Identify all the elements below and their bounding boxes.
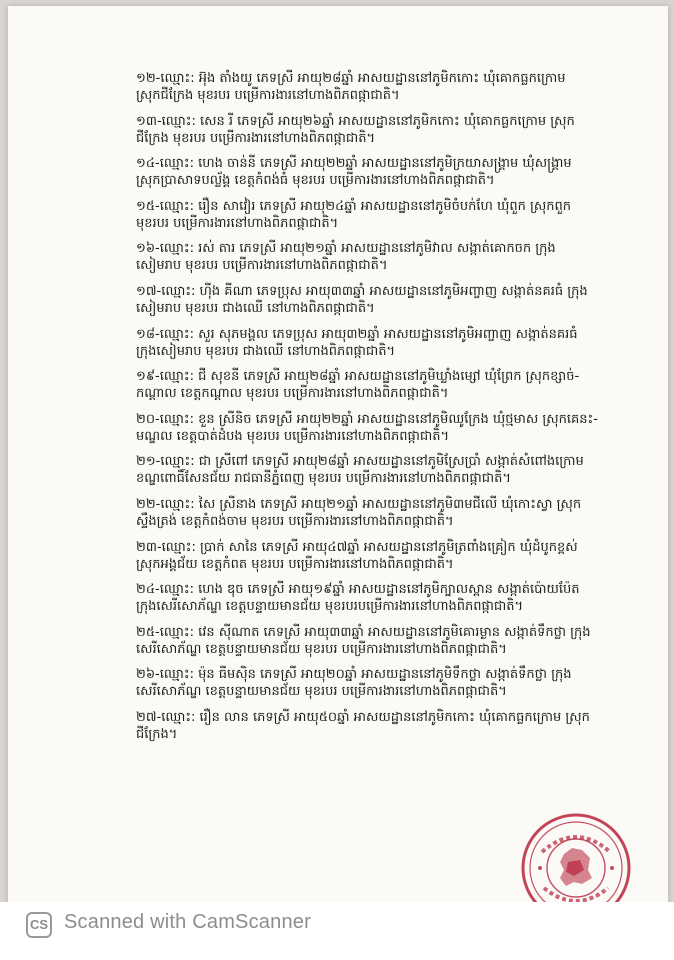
entry-line1: ឈ្មោះ: ជី សុខនី ភេទស្រី អាយុ២៨ឆ្នាំ អាសយដ្ឋាននៅភូមិឃ្លាំងម្សៅ ឃុំព្រែក ស្រុកខ្សាច់- — [159, 369, 580, 385]
entry-line1: ឈ្មោះ: ម៉ុន ធីមស៊ិន ភេទស្រី អាយុ២០ឆ្នាំ អាសយដ្ឋាននៅភូមិទឹកថ្លា សង្កាត់ទឹកថ្លា ក្រុង — [159, 667, 572, 683]
entry-number: ១៧- — [136, 283, 162, 299]
entry-number: ២២- — [136, 496, 161, 512]
list-item — [136, 709, 636, 743]
entry-number: ២៦- — [136, 667, 160, 683]
entry-line1: ឈ្មោះ: ប្រាក់ សានៃ ភេទស្រី អាយុ៤៧ឆ្នាំ អាសយដ្ឋាននៅភូមិត្រពាំងគ្រៀក ឃុំដំបូកខ្ពស់ — [161, 539, 578, 555]
list-item — [136, 539, 636, 573]
entry-number: ១៥- — [136, 198, 160, 214]
entry-number: ២៤- — [136, 582, 160, 598]
entry-line2: ជីក្រែង។ — [136, 726, 178, 742]
entry-list — [136, 70, 636, 752]
entry-line1: ឈ្មោះ: សួរ សុភមង្គល ភេទប្រុស អាយុ៣២ឆ្នាំ អាសយដ្ឋាននៅភូមិអញ្ចាញ សង្កាត់នគរធំ — [159, 326, 578, 342]
entry-line2: ស្រុកប្រាសាទបល្ល័ង្គ ខេត្តកំពង់ធំ មុខរបរ បម្រើការងារនៅហាងពិភពផ្កាជាតិ។ — [136, 173, 495, 189]
camscanner-watermark-text: Scanned with CamScanner — [64, 911, 311, 933]
entry-number: ១៤- — [136, 156, 160, 172]
entry-line2: ជីក្រែង មុខរបរ បម្រើការងារនៅហាងពិភពផ្កាជាតិ។ — [136, 130, 376, 146]
entry-line2: សៀមរាប មុខរបរ បម្រើការងារនៅហាងពិភពផ្កាជាតិ។ — [136, 258, 388, 274]
list-item — [136, 113, 636, 147]
entry-line1: ឈ្មោះ: ជា ស្រីពៅ ភេទស្រី អាយុ២៨ឆ្នាំ អាសយដ្ឋាននៅភូមិស្រែប្រាំ សង្កាត់សំពៅងក្រោម — [160, 454, 584, 470]
list-item — [136, 283, 636, 317]
entry-line2: កណ្តាល ខេត្តកណ្តាល មុខរបរ បម្រើការងារនៅហាងពិភពផ្កាជាតិ។ — [136, 386, 449, 402]
entry-line2: សេរីសោភ័ណ្ឌ ខេត្តបន្ទាយមានជ័យ មុខរបរ បម្រើការងារនៅហាងពិភពផ្កាជាតិ។ — [136, 684, 507, 700]
entry-line2: ក្រុងសេរីសោភ័ណ្ឌ ខេត្តបន្ទាយមានជ័យ មុខរបរបម្រើការងារនៅហាងពិភពផ្កាជាតិ។ — [136, 599, 524, 615]
list-item — [136, 496, 636, 530]
list-item — [136, 624, 636, 658]
entry-line2: ស្រុកជីក្រែង មុខរបរ បម្រើការងារនៅហាងពិភពផ្កាជាតិ។ — [136, 88, 400, 103]
entry-number: ២០- — [136, 411, 160, 427]
entry-line1: ឈ្មោះ: វេន ស៊ីណាត ភេទស្រី អាយុ៣៣ឆ្នាំ អាសយដ្ឋាននៅភូមិគោរម្ងាន សង្កាត់ទឹកថ្លា ក្រុង — [159, 624, 591, 640]
entry-line1: ឈ្មោះ: រឿន លាន ភេទស្រី អាយុ៥០ឆ្នាំ អាសយដ្ឋាននៅភូមិកកោះ ឃុំគោកធ្លកក្រោម ស្រុក — [161, 709, 590, 725]
entry-line1: ឈ្មោះ: ហ៊ីង គីណា ភេទប្រុស អាយុ៣៣ឆ្នាំ អាសយដ្ឋាននៅភូមិអញ្ចាញ សង្កាត់នគរធំ ក្រុង — [161, 283, 588, 299]
list-item — [136, 666, 636, 700]
entry-number: ១៣- — [136, 113, 162, 129]
entry-line1: ឈ្មោះ: សៃ ស្រីនាង ភេទស្រី អាយុ២១ឆ្នាំ អាសយដ្ឋាននៅភូមិ៣មជីលើ ឃុំកោះស្វា ស្រុក — [160, 496, 582, 512]
entry-number: ២៥- — [136, 624, 160, 640]
entry-line2: មណ្ឌល ខេត្តបាត់ដំបង មុខរបរ បម្រើការងារនៅហាងពិភពផ្កាជាតិ។ — [136, 428, 450, 444]
entry-number: ២៣- — [136, 539, 162, 555]
entry-line1: ឈ្មោះ: ហេង ចាន់នី ភេទស្រី អាយុ២២ឆ្នាំ អាសយដ្ឋាននៅភូមិក្រយាសង្គ្រាម ឃុំសង្គ្រាម — [159, 156, 572, 172]
list-item — [136, 326, 636, 360]
entry-line2: ស្ទឹងត្រង់ ខេត្តកំពង់ចាម មុខរបរ បម្រើការងារនៅហាងពិភពផ្កាជាតិ។ — [136, 513, 454, 529]
list-item — [136, 155, 636, 189]
entry-number: ១២- — [136, 71, 161, 86]
entry-line1: ឈ្មោះ: រស់ តារ ភេទស្រី អាយុ២១ឆ្នាំ អាសយដ្ឋាននៅភូមិវាល សង្កាត់គោកចក ក្រុង — [159, 241, 556, 257]
entry-number: ២១- — [136, 454, 161, 470]
entry-line1: ឈ្មោះ: ខួន ស្រីនិច ភេទស្រី អាយុ២២ឆ្នាំ អាសយដ្ឋាននៅភូមិឈូក្រែង ឃុំថ្មមាស ស្រុកគេនះ- — [159, 411, 598, 427]
entry-line1: ឈ្មោះ: ហេង ឌុច ភេទស្រី អាយុ១៩ឆ្នាំ អាសយដ្ឋាននៅភូមិក្បាលស្ពាន សង្កាត់ប៉ោយប៉ែត — [159, 582, 580, 598]
entry-line1: ឈ្មោះ: រឿន សាវៀរ ភេទស្រី អាយុ២៤ឆ្នាំ អាសយដ្ឋាននៅភូមិចំបក់ហែ ឃុំពួក ស្រុកពួក — [159, 198, 571, 214]
entry-line2: សេរីសោភ័ណ្ឌ ខេត្តបន្ទាយមានជ័យ មុខរបរ បម្រើការងារនៅហាងពិភពផ្កាជាតិ។ — [136, 641, 507, 657]
document-page — [8, 6, 668, 906]
list-item — [136, 198, 636, 232]
list-item — [136, 411, 636, 445]
entry-line1: ឈ្មោះ: អ៊ុង តាំងយូ ភេទស្រី អាយុ២៨ឆ្នាំ អាសយដ្ឋាននៅភូមិកកោះ ឃុំគោកធ្លកក្រោម — [160, 71, 566, 86]
list-item — [136, 453, 636, 487]
camscanner-logo-icon: CS — [26, 912, 52, 938]
entry-line2: មុខរបរ បម្រើការងារនៅហាងពិភពផ្កាជាតិ។ — [136, 215, 339, 231]
list-item — [136, 368, 636, 402]
entry-number: ១៩- — [136, 369, 160, 385]
entry-line2: ស្រុកអង្គជ័យ ខេត្តកំពត មុខរបរ បម្រើការងារនៅហាងពិភពផ្កាជាតិ។ — [136, 556, 454, 572]
entry-line2: ខណ្ឌពោធិ៍សែនជ័យ រាជធានីភ្នំពេញ មុខរបរ បម្រើការងារនៅហាងពិភពផ្កាជាតិ។ — [136, 471, 511, 487]
list-item — [136, 581, 636, 615]
entry-line2: ក្រុងសៀមរាប មុខរបរ ជាងឈើ នៅហាងពិភពផ្កាជាតិ។ — [136, 343, 396, 359]
entry-number: ១៦- — [136, 241, 160, 257]
list-item — [136, 70, 636, 104]
entry-number: ២៧- — [136, 709, 162, 725]
entry-number: ១៨- — [136, 326, 160, 342]
camscanner-footer — [0, 902, 674, 960]
list-item — [136, 240, 636, 274]
entry-line2: សៀមរាប មុខរបរ ជាងឈើ នៅហាងពិភពផ្កាជាតិ។ — [136, 300, 375, 316]
entry-line1: ឈ្មោះ: សេន រី ភេទស្រី អាយុ២៦ឆ្នាំ អាសយដ្ឋាននៅភូមិកកោះ ឃុំគោកធ្លកក្រោម ស្រុក — [161, 113, 575, 129]
